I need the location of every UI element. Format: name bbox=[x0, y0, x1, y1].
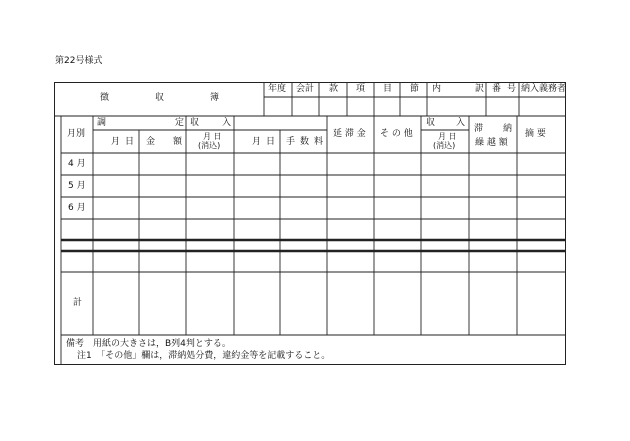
number-char: 号 bbox=[507, 84, 517, 94]
assessment-char: 定 bbox=[175, 118, 185, 128]
fee-char: 数 bbox=[300, 137, 310, 147]
form-number: 第22号様式 bbox=[55, 56, 103, 66]
taxpayer-label: 納入義務者 bbox=[521, 84, 567, 94]
amount-char: 金 bbox=[146, 137, 156, 147]
receipt-date-label: 月 日 bbox=[203, 132, 222, 141]
receipt-char: 入 bbox=[222, 118, 232, 128]
title-char: 収 bbox=[155, 93, 165, 103]
receipt2-date-note: (消込) bbox=[433, 141, 456, 150]
title-char: 徴 bbox=[100, 93, 110, 103]
arrears-char: 滞 bbox=[474, 124, 484, 134]
breakdown-char: 内 bbox=[432, 84, 442, 94]
node-label: 節 bbox=[410, 84, 420, 94]
title-char: 簿 bbox=[210, 93, 220, 103]
receipt-char: 収 bbox=[190, 118, 200, 128]
note-other-column: 注1 「その他」欄は，滞納処分費，違約金等を記載すること。 bbox=[77, 351, 331, 361]
receipt2-char: 収 bbox=[426, 118, 436, 128]
month-row-label: 5 月 bbox=[68, 181, 86, 191]
month-column-header: 月別 bbox=[67, 129, 86, 139]
item-label: 項 bbox=[356, 84, 366, 94]
month-row-label: 4 月 bbox=[68, 159, 86, 169]
receipt2-char: 入 bbox=[456, 118, 466, 128]
fee-char: 手 bbox=[286, 137, 296, 147]
breakdown-char: 訳 bbox=[475, 84, 485, 94]
month-day-char: 日 bbox=[266, 137, 276, 147]
note-paper-size: 備考 用紙の大きさは，B列4判とする。 bbox=[66, 339, 231, 349]
arrears-carryover-header: 繰 越 額 bbox=[475, 138, 508, 148]
subitem-label: 目 bbox=[383, 84, 393, 94]
amount-char: 額 bbox=[173, 137, 183, 147]
summary-header: 摘 要 bbox=[525, 129, 546, 139]
month-day-char: 月 bbox=[111, 137, 121, 147]
other-header: そ の 他 bbox=[380, 129, 413, 139]
receipt2-date-label: 月 日 bbox=[438, 132, 457, 141]
month-row-label: 6 月 bbox=[68, 203, 86, 213]
month-day-char: 月 bbox=[252, 137, 262, 147]
account-label: 会計 bbox=[296, 84, 315, 94]
number-char: 番 bbox=[492, 84, 502, 94]
assessment-char: 調 bbox=[97, 118, 107, 128]
total-row-label: 計 bbox=[73, 298, 83, 308]
fee-char: 料 bbox=[314, 137, 324, 147]
late-fee-header: 延 滞 金 bbox=[333, 129, 366, 139]
year-label: 年度 bbox=[268, 84, 287, 94]
section-label: 款 bbox=[329, 84, 339, 94]
arrears-char: 納 bbox=[503, 124, 513, 134]
receipt-date-note: (消込) bbox=[198, 141, 221, 150]
month-day-char: 日 bbox=[125, 137, 135, 147]
